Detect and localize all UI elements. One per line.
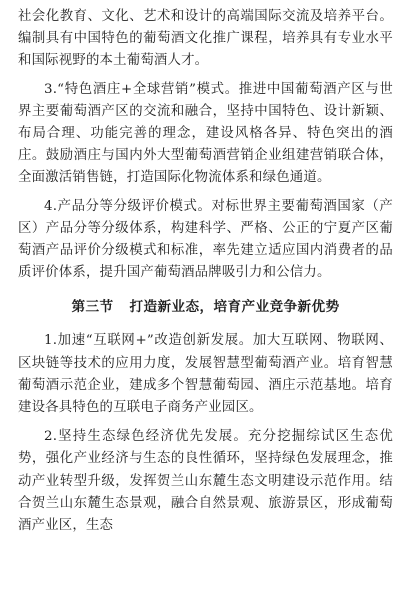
paragraph-internet-plus: 1.加速“互联网+”改造创新发展。加大互联网、物联网、区块链等技术的应用力度，发展智慧型葡萄酒产业。培育智慧葡萄酒示范企业，建成多个智慧葡萄园、酒庄示范基地。培育建设各具特色的互联电子商务产业园区。 bbox=[18, 333, 393, 416]
paragraph-product-grading: 4.产品分等分级评价模式。对标世界主要葡萄酒国家（产区）产品分等分级体系，构建科学、严格、公正的宁夏产区葡萄酒产品评价分级模式和标准，率先建立适应国内消费者的品质评价体系，提升国产葡萄酒品牌吸引力和公信力。 bbox=[18, 198, 393, 281]
section-heading bbox=[18, 296, 393, 318]
paragraph-winery-marketing: 3.“特色酒庄+全球营销”模式。推进中国葡萄酒产区与世界主要葡萄酒产区的交流和融合，坚持中国特色、设计新颖、布局合理、功能完善的理念，建设风格各异、特色突出的酒庄。鼓励酒庄与国内外大型葡萄酒营销企业组建营销联合体，全面激活销售链，打造国际化物流体系和绿色通道。 bbox=[18, 81, 393, 186]
paragraph-green-economy: 2.坚持生态绿色经济优先发展。充分挖掘综试区生态优势，强化产业经济与生态的良性循环，坚持绿色发展理念，推动产业转型升级，发挥贺兰山东麓生态文明建设示范作用。结合贺兰山东麓生态景观，融合自然景观、旅游景区，形成葡萄酒产业区，生态 bbox=[18, 429, 393, 534]
section-title: 打造新业态，培育产业竞争新优势 bbox=[129, 299, 340, 316]
section-number: 第三节 bbox=[71, 299, 114, 316]
paragraph-culture-education: 社会化教育、文化、艺术和设计的高端国际交流及培养平台。编制具有中国特色的葡萄酒文化推广课程，培养具有专业水平和国际视野的本土葡萄酒人才。 bbox=[18, 9, 393, 69]
